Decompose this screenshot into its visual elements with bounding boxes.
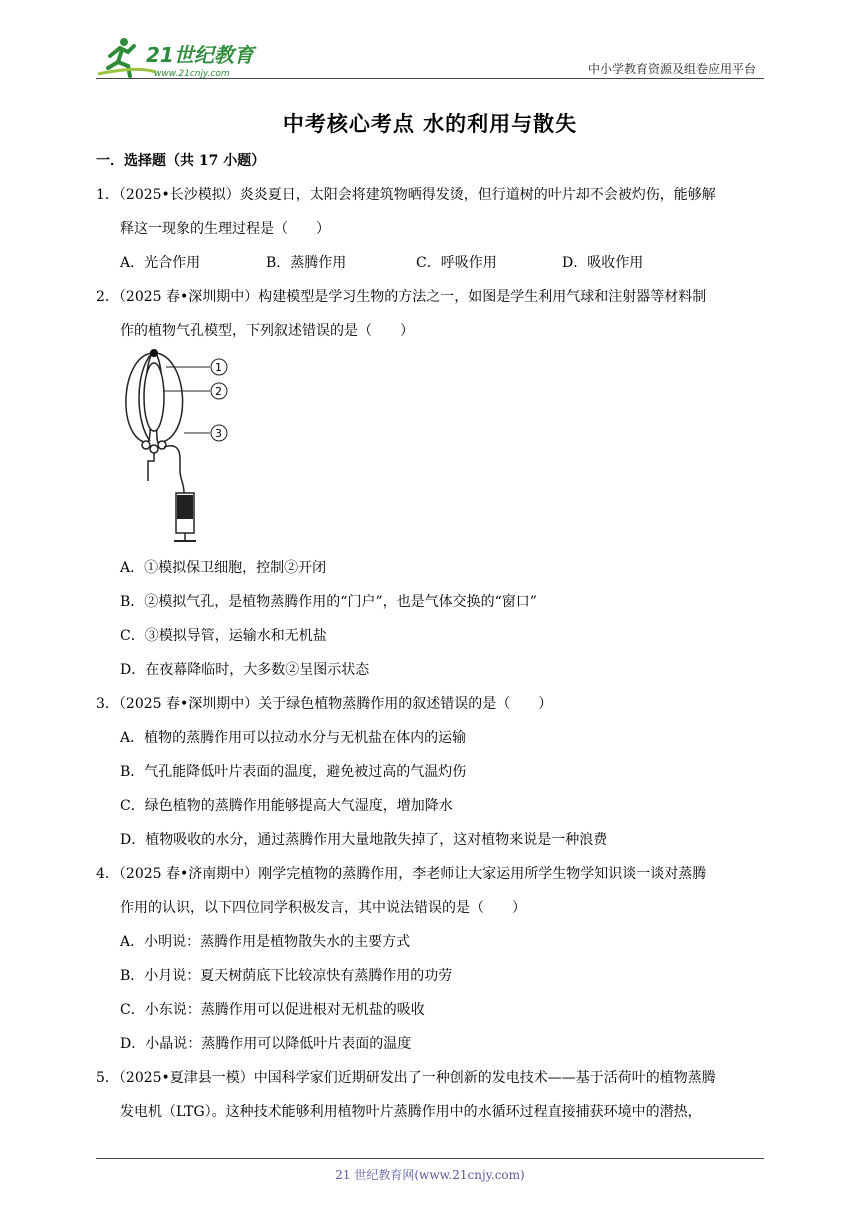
- question-2-line-1: 2．（2025 春•深圳期中）构建模型是学习生物的方法之一，如图是学生利用气球和注射器等材料制: [96, 289, 707, 305]
- header-divider: [96, 78, 764, 79]
- footer-text: 21 世纪教育网(www.21cnjy.com): [335, 1168, 525, 1182]
- platform-text: 中小学教育资源及组卷应用平台: [587, 62, 756, 76]
- question-1-line-2: 释这一现象的生理过程是（ ）: [120, 221, 330, 237]
- question-2-option-b: B．②模拟气孔，是植物蒸腾作用的“门户”，也是气体交换的“窗口”: [120, 594, 537, 610]
- question-2-option-d: D．在夜幕降临时，大多数②呈图示状态: [120, 662, 370, 678]
- question-4-option-c: C．小东说：蒸腾作用可以促进根对无机盐的吸收: [120, 1002, 425, 1018]
- logo-url: www.21cnjy.com: [154, 69, 230, 79]
- section-heading: 一．选择题（共 17 小题）: [96, 153, 266, 169]
- question-3-option-c: C．绿色植物的蒸腾作用能够提高大气湿度，增加降水: [120, 798, 453, 814]
- option-a: A．光合作用: [120, 255, 201, 271]
- question-3-option-b: B．气孔能降低叶片表面的温度，避免被过高的气温灼伤: [120, 764, 467, 780]
- question-5-line-2: 发电机（LTG）。这种技术能够利用植物叶片蒸腾作用中的水循环过程直接捕获环境中的潜热，: [120, 1104, 702, 1120]
- svg-text:2: 2: [215, 385, 222, 398]
- question-4-option-d: D．小晶说：蒸腾作用可以降低叶片表面的温度: [120, 1036, 412, 1052]
- logo-text: 21世纪教育: [146, 43, 254, 67]
- option-d: D．吸收作用: [562, 255, 644, 271]
- question-2-option-a: A．①模拟保卫细胞，控制②开闭: [120, 560, 327, 576]
- svg-text:1: 1: [215, 361, 222, 374]
- stomata-model-figure: [118, 343, 248, 548]
- question-1-line-1: 1．（2025•长沙模拟）炎炎夏日，太阳会将建筑物晒得发烫，但行道树的叶片却不会被灼伤，能够解: [96, 187, 716, 203]
- question-2-option-c: C．③模拟导管，运输水和无机盐: [120, 628, 327, 644]
- svg-text:3: 3: [215, 427, 222, 440]
- question-3-option-a: A．植物的蒸腾作用可以拉动水分与无机盐在体内的运输: [120, 730, 467, 746]
- question-3-option-d: D．植物吸收的水分，通过蒸腾作用大量地散失掉了，这对植物来说是一种浪费: [120, 832, 608, 848]
- footer-divider: [96, 1158, 764, 1159]
- question-4-option-b: B．小月说：夏天树荫底下比较凉快有蒸腾作用的功劳: [120, 968, 453, 984]
- logo: [96, 36, 266, 80]
- option-c: C．呼吸作用: [416, 255, 497, 271]
- question-2-line-2: 作的植物气孔模型，下列叙述错误的是（ ）: [120, 323, 414, 339]
- option-b: B．蒸腾作用: [266, 255, 347, 271]
- question-4-option-a: A．小明说：蒸腾作用是植物散失水的主要方式: [120, 934, 411, 950]
- question-5-line-1: 5．（2025•夏津县一模）中国科学家们近期研发出了一种创新的发电技术——基于活荷叶的植物蒸腾: [96, 1070, 716, 1086]
- page-title: 中考核心考点 水的利用与散失: [282, 112, 578, 136]
- question-3-line-1: 3．（2025 春•深圳期中）关于绿色植物蒸腾作用的叙述错误的是（ ）: [96, 696, 553, 712]
- question-4-line-1: 4．（2025 春•济南期中）刚学完植物的蒸腾作用，李老师让大家运用所学生物学知识谈一谈对蒸腾: [96, 866, 707, 882]
- question-4-line-2: 作用的认识，以下四位同学积极发言，其中说法错误的是（ ）: [120, 900, 526, 916]
- page-header: [96, 30, 764, 80]
